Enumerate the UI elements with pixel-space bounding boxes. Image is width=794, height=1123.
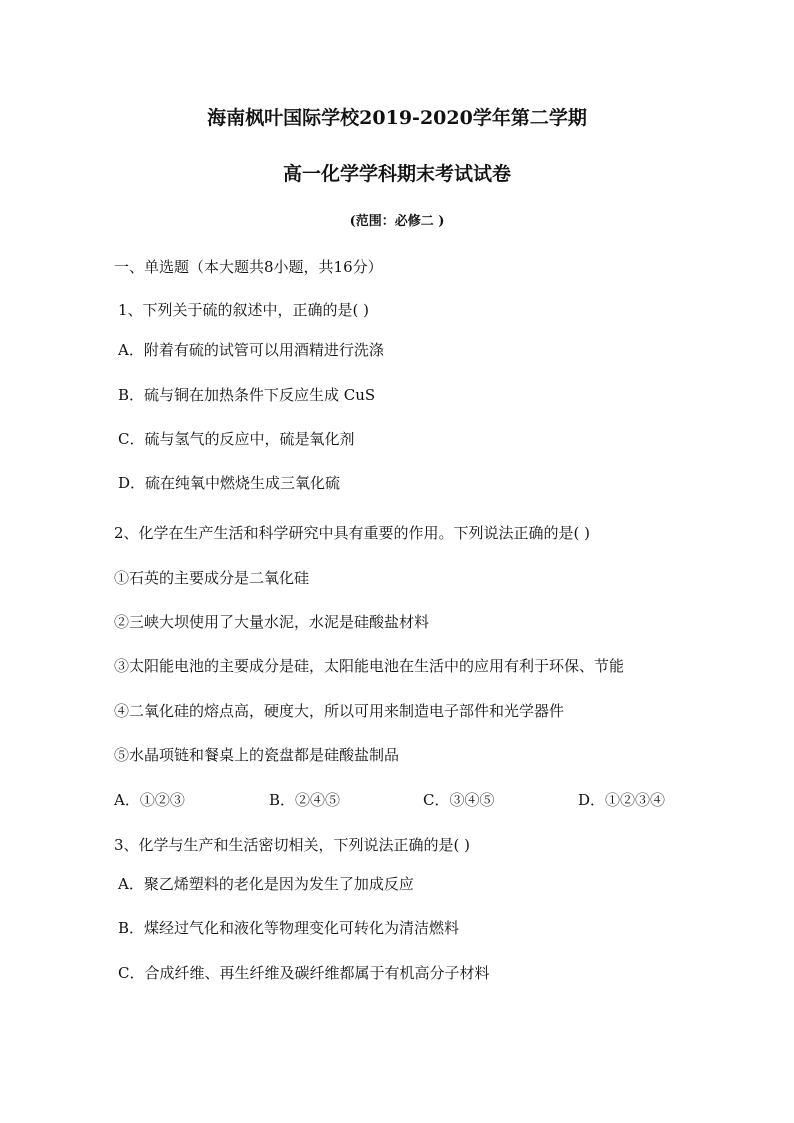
question-2-choice-c: C．③④⑤ (423, 791, 495, 809)
question-2-statement-5: ⑤水晶项链和餐桌上的瓷盘都是硅酸盐制品 (114, 746, 400, 764)
question-3-option-a: A．聚乙烯塑料的老化是因为发生了加成反应 (118, 875, 414, 893)
question-1-option-d: D．硫在纯氧中燃烧生成三氧化硫 (118, 474, 341, 492)
question-2-statement-1: ①石英的主要成分是二氧化硅 (114, 569, 310, 587)
question-2-stem: 2、化学在生产生活和科学研究中具有重要的作用。下列说法正确的是( ) (114, 524, 591, 542)
question-1-option-c: C．硫与氢气的反应中，硫是氧化剂 (118, 430, 355, 448)
question-2-choice-d: D．①②③④ (578, 791, 666, 809)
question-1-option-a: A．附着有硫的试管可以用酒精进行洗涤 (118, 341, 384, 359)
question-2-statement-2: ②三峡大坝使用了大量水泥，水泥是硅酸盐材料 (114, 613, 430, 631)
question-3-stem: 3、化学与生产和生活密切相关，下列说法正确的是( ) (114, 836, 471, 854)
exam-scope: (范围：必修二 ) (349, 214, 445, 229)
question-1-option-b: B．硫与铜在加热条件下反应生成 CuS (118, 386, 376, 404)
question-2-choice-a: A．①②③ (114, 791, 185, 809)
question-3-option-b: B．煤经过气化和液化等物理变化可转化为清洁燃料 (118, 919, 460, 937)
section-heading-single-choice: 一、单选题（本大题共8小题，共16分） (114, 258, 383, 276)
question-2-statement-3: ③太阳能电池的主要成分是硅，太阳能电池在生活中的应用有利于环保、节能 (114, 657, 625, 675)
question-2-statement-4: ④二氧化硅的熔点高，硬度大，所以可用来制造电子部件和光学器件 (114, 702, 565, 720)
question-1-stem: 1、下列关于硫的叙述中，正确的是( ) (118, 301, 370, 319)
exam-title-subject: 高一化学学科期末考试试卷 (282, 163, 511, 185)
exam-title-school-term: 海南枫叶国际学校2019-2020学年第二学期 (207, 107, 587, 129)
question-3-option-c: C．合成纤维、再生纤维及碳纤维都属于有机高分子材料 (118, 964, 490, 982)
question-2-choice-b: B．②④⑤ (269, 791, 341, 809)
